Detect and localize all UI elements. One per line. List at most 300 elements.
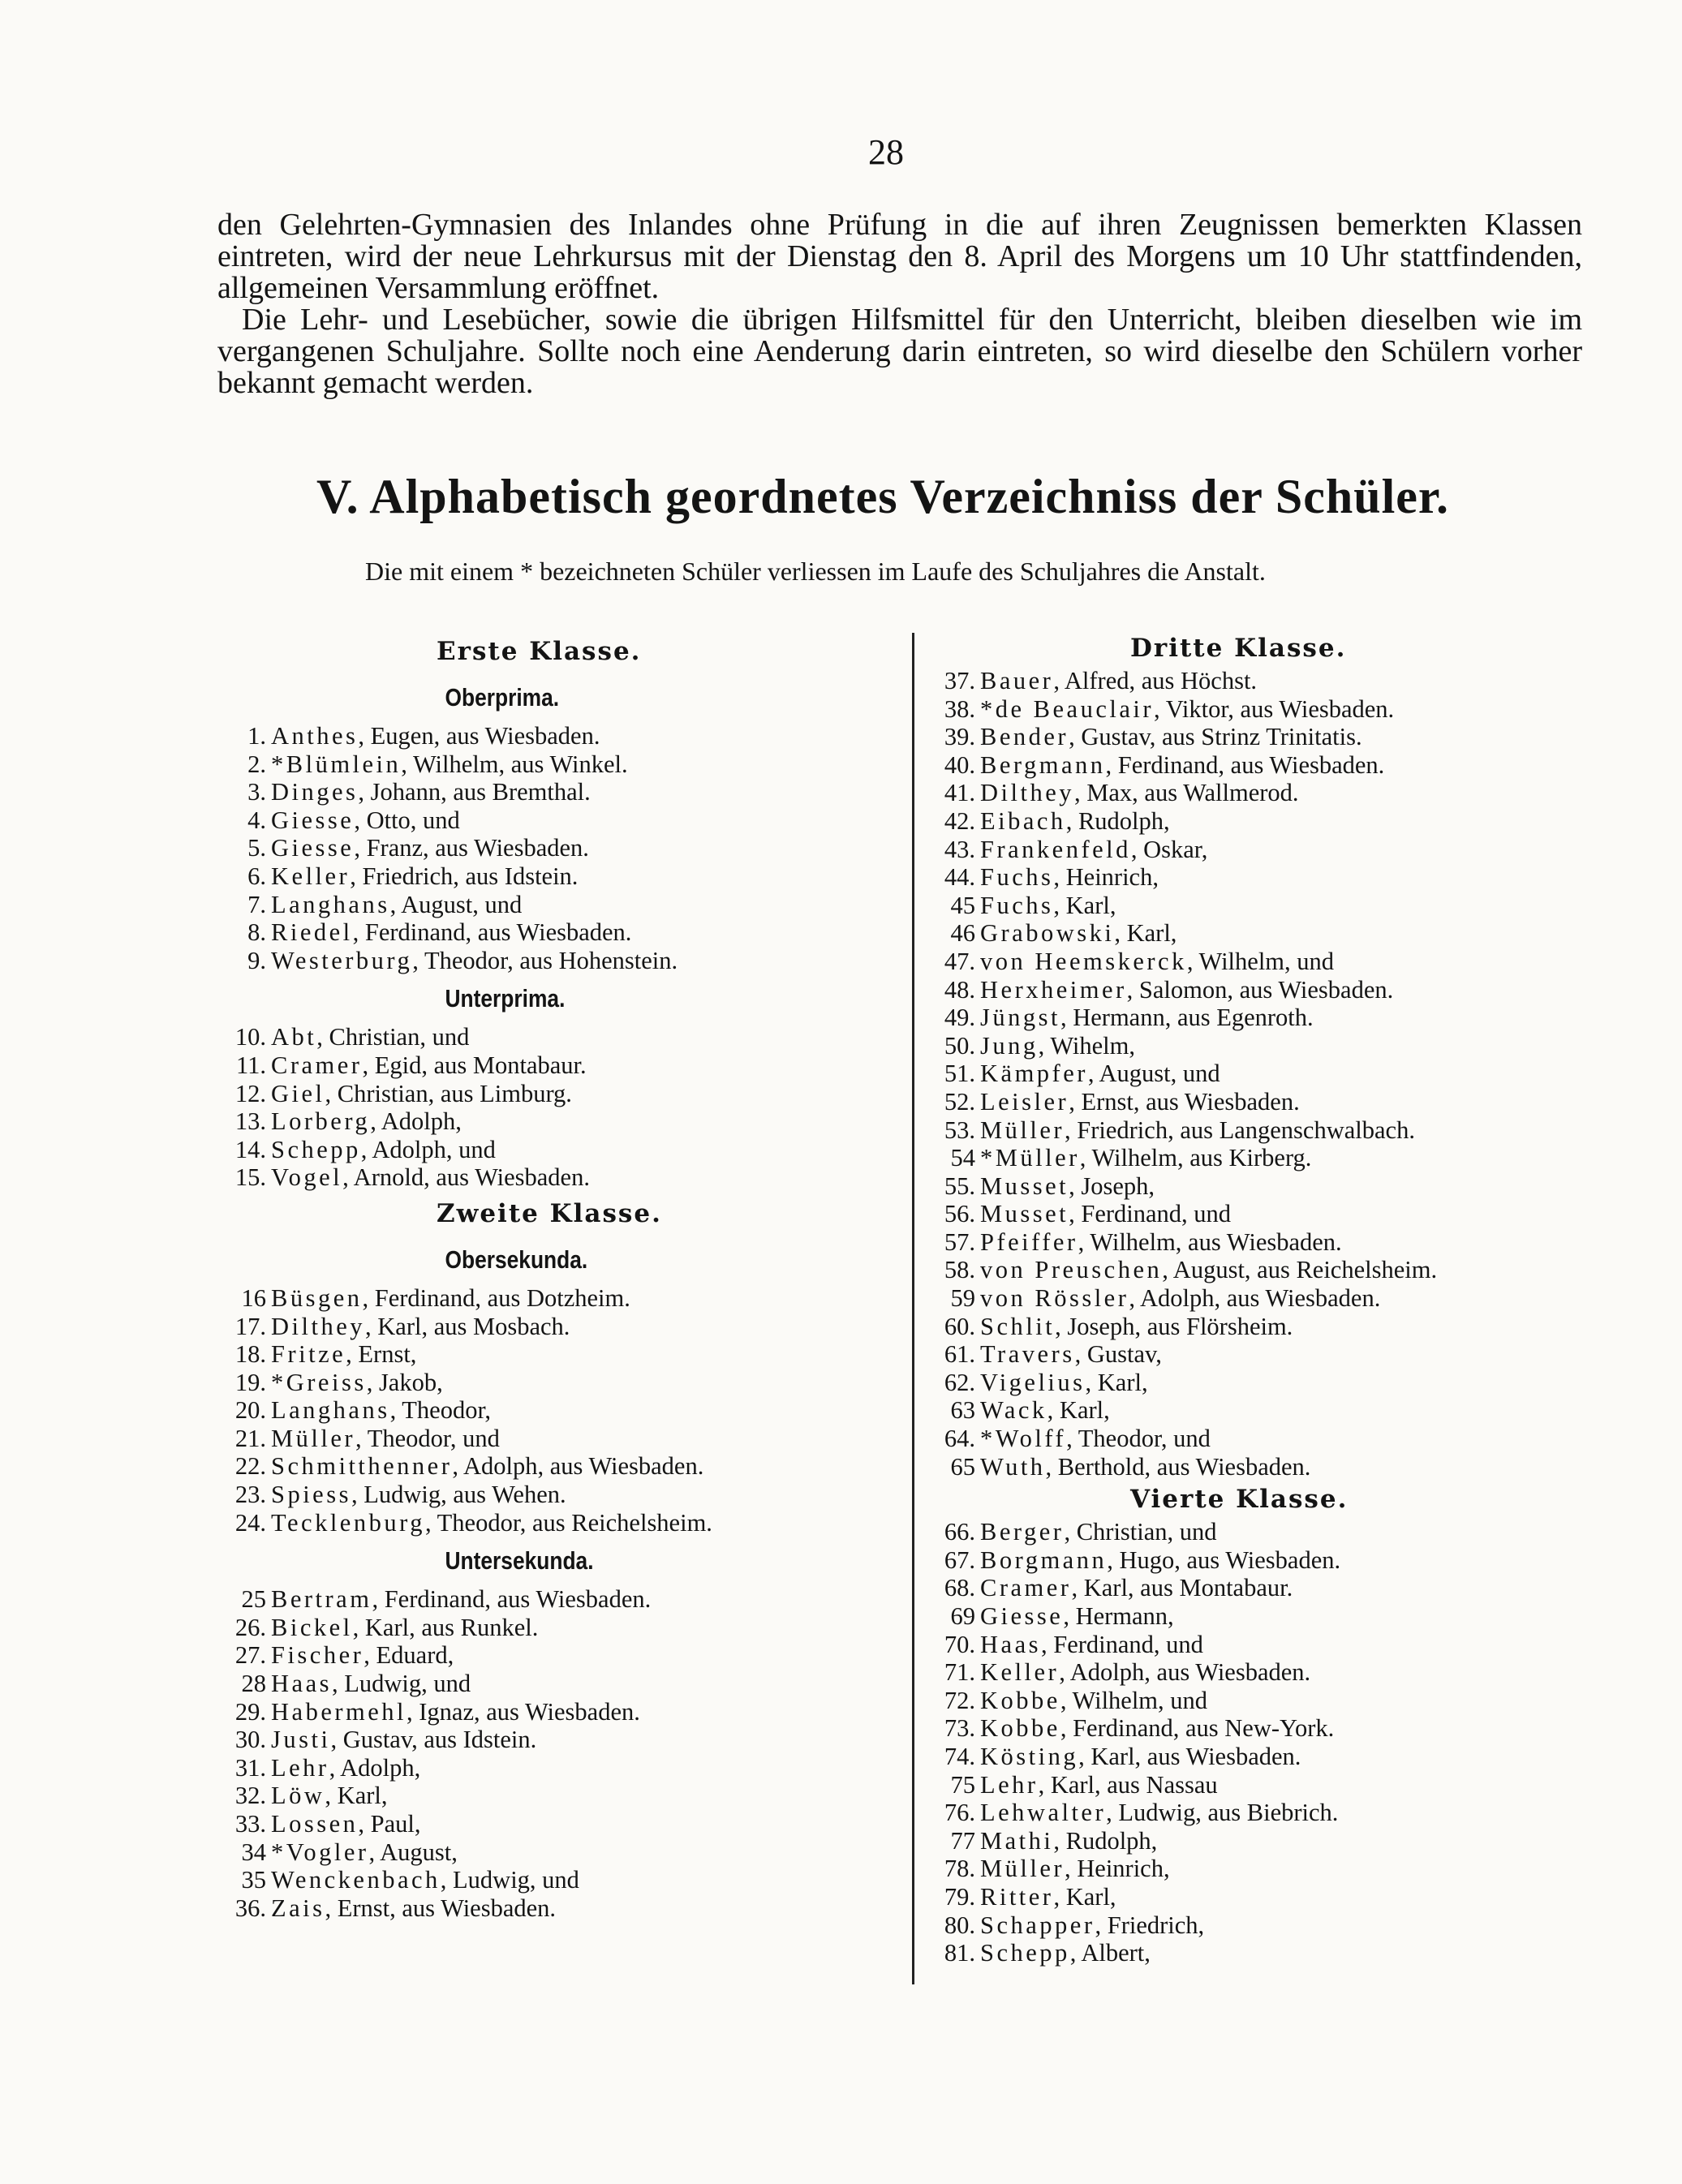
- student-details: , Christian, und: [316, 1023, 470, 1051]
- student-surname: *Greiss: [271, 1368, 367, 1396]
- student-details: , Alfred, aus Höchst.: [1053, 667, 1258, 694]
- subclass-heading-untersekunda: Untersekunda.: [445, 1546, 594, 1576]
- student-number: 46: [950, 919, 975, 948]
- student-number: 51.: [944, 1060, 975, 1088]
- student-details: , Eugen, aus Wiesbaden.: [358, 722, 600, 750]
- student-number: 47.: [944, 947, 975, 975]
- student-surname: Lorberg: [271, 1107, 371, 1136]
- student-details: , Arnold, aus Wiesbaden.: [342, 1163, 590, 1192]
- student-entry: [923, 1228, 1589, 1257]
- student-details: , Theodor, und: [355, 1424, 500, 1452]
- student-number: 69: [950, 1602, 975, 1630]
- student-number: 26.: [234, 1613, 266, 1641]
- student-surname: Giesse: [980, 1602, 1064, 1630]
- student-details: , Ernst, aus Wiesbaden.: [325, 1894, 557, 1922]
- student-surname: Zais: [271, 1894, 325, 1922]
- student-number: 36.: [234, 1894, 266, 1922]
- student-surname: Schepp: [980, 1939, 1070, 1967]
- student-entry: [217, 1396, 899, 1425]
- student-entry: [923, 1256, 1589, 1284]
- student-surname: Bickel: [271, 1613, 353, 1641]
- student-entry: [923, 1425, 1589, 1453]
- student-details: , Friedrich, aus Langenschwalbach.: [1065, 1116, 1415, 1144]
- student-details: , Max, aus Wallmerod.: [1074, 779, 1299, 807]
- student-entry: [217, 1754, 899, 1782]
- student-surname: Fritze: [271, 1340, 346, 1369]
- student-surname: Müller: [271, 1424, 356, 1452]
- student-details: , Karl, aus Nassau: [1038, 1770, 1218, 1799]
- student-surname: Dilthey: [271, 1312, 365, 1340]
- student-list: [923, 1518, 1589, 1967]
- student-surname: Wuth: [980, 1452, 1046, 1481]
- student-number: 31.: [234, 1753, 266, 1782]
- student-details: , Franz, aus Wiesbaden.: [354, 834, 589, 862]
- left-column: [217, 630, 899, 1922]
- student-number: 62.: [944, 1368, 975, 1396]
- student-surname: Bender: [980, 723, 1069, 751]
- student-entry: [217, 862, 899, 891]
- student-entry: [217, 1670, 899, 1698]
- student-number: 7.: [247, 890, 266, 918]
- student-details: , Karl, aus Wiesbaden.: [1078, 1742, 1301, 1770]
- student-entry: [217, 1313, 899, 1341]
- student-number: 34: [241, 1838, 266, 1866]
- class-heading-dritte: Dritte Klasse.: [1130, 634, 1347, 663]
- student-entry: [923, 1658, 1589, 1687]
- student-surname: Abt: [271, 1023, 317, 1051]
- student-entry: [923, 1855, 1589, 1883]
- student-surname: Mathi: [980, 1826, 1054, 1855]
- student-details: , Adolph,: [370, 1107, 462, 1136]
- page-number: 28: [868, 132, 904, 172]
- student-surname: Schapper: [980, 1911, 1095, 1939]
- student-number: 67.: [944, 1546, 975, 1574]
- student-surname: Lossen: [271, 1810, 359, 1838]
- student-surname: Cramer: [271, 1051, 363, 1079]
- student-surname: Jung: [980, 1031, 1039, 1060]
- student-details: , Karl,: [1053, 891, 1116, 919]
- student-entry: [217, 750, 899, 779]
- student-details: , Ferdinand, aus Wiesbaden.: [372, 1585, 652, 1614]
- student-entry: [217, 1585, 899, 1614]
- student-surname: Kobbe: [980, 1686, 1060, 1714]
- student-details: , Salomon, aus Wiesbaden.: [1126, 975, 1394, 1004]
- student-number: 54: [950, 1144, 975, 1172]
- student-surname: Müller: [980, 1116, 1065, 1144]
- student-details: , Heinrich,: [1065, 1855, 1170, 1883]
- student-entry: [217, 918, 899, 947]
- student-entry: [923, 836, 1589, 864]
- student-surname: *Blümlein: [271, 750, 402, 778]
- student-entry: [923, 1631, 1589, 1659]
- student-surname: Westerburg: [271, 946, 413, 974]
- student-entry: [923, 1574, 1589, 1602]
- student-entry: [923, 1200, 1589, 1228]
- student-number: 53.: [944, 1116, 975, 1144]
- student-entry: [923, 779, 1589, 807]
- student-details: , Gustav,: [1074, 1340, 1162, 1369]
- student-entry: [923, 1453, 1589, 1481]
- student-surname: Müller: [980, 1855, 1065, 1883]
- student-entry: [217, 1425, 899, 1453]
- student-details: , Christian, aus Limburg.: [325, 1079, 572, 1107]
- departure-note: Die mit einem * bezeichneten Schüler verliessen im Laufe des Schuljahres die Anstalt.: [365, 557, 1266, 586]
- student-details: , Wilhelm, aus Wiesbaden.: [1078, 1227, 1342, 1256]
- student-surname: Leisler: [980, 1087, 1069, 1116]
- student-details: , Theodor, und: [1066, 1425, 1211, 1453]
- student-surname: Giel: [271, 1079, 325, 1107]
- student-details: , Ferdinand, aus Dotzheim.: [362, 1283, 630, 1312]
- student-number: 15.: [234, 1163, 266, 1192]
- student-surname: Eibach: [980, 806, 1066, 835]
- student-surname: Jüngst: [980, 1004, 1060, 1032]
- student-details: , Rudolph,: [1065, 806, 1170, 835]
- student-entry: [923, 863, 1589, 892]
- student-surname: *Wolff: [980, 1425, 1067, 1453]
- student-entry: [923, 1518, 1589, 1546]
- student-details: , Adolph, und: [360, 1135, 496, 1163]
- student-details: , August, und: [389, 890, 523, 918]
- student-details: , Karl,: [1053, 1882, 1116, 1911]
- student-number: 21.: [234, 1424, 266, 1452]
- student-number: 17.: [234, 1312, 266, 1340]
- right-column: [923, 630, 1589, 1967]
- student-surname: Schmitthenner: [271, 1452, 453, 1481]
- student-number: 70.: [944, 1630, 975, 1658]
- student-entry: [217, 1481, 899, 1509]
- student-surname: Grabowski: [980, 919, 1115, 948]
- student-details: , Gustav, aus Idstein.: [330, 1726, 537, 1754]
- student-entry: [923, 1714, 1589, 1743]
- student-entry: [923, 695, 1589, 724]
- student-entry: [923, 1116, 1589, 1145]
- student-surname: Dilthey: [980, 779, 1074, 807]
- class-heading-erste: Erste Klasse.: [437, 637, 642, 666]
- student-surname: *de Beauclair: [980, 694, 1155, 723]
- student-surname: Haas: [980, 1630, 1041, 1658]
- student-number: 24.: [234, 1508, 266, 1537]
- student-number: 19.: [234, 1368, 266, 1396]
- student-number: 18.: [234, 1340, 266, 1369]
- student-number: 16: [241, 1283, 266, 1312]
- student-details: , Wihelm,: [1038, 1031, 1135, 1060]
- student-number: 45: [950, 891, 975, 919]
- student-details: , Wilhelm, aus Kirberg.: [1079, 1144, 1312, 1172]
- student-details: , August,: [368, 1838, 458, 1866]
- subclass-heading-obersekunda: Obersekunda.: [445, 1245, 588, 1274]
- student-surname: Herxheimer: [980, 975, 1127, 1004]
- student-details: , Karl, aus Montabaur.: [1071, 1574, 1293, 1602]
- student-surname: Bertram: [271, 1585, 372, 1614]
- student-entry: [217, 1838, 899, 1867]
- student-surname: von Rössler: [980, 1284, 1129, 1313]
- student-entry: [923, 1004, 1589, 1032]
- student-number: 37.: [944, 667, 975, 694]
- student-details: , Adolph, aus Wiesbaden.: [1059, 1658, 1311, 1687]
- student-list: [923, 667, 1589, 1481]
- student-entry: [217, 1614, 899, 1642]
- student-number: 30.: [234, 1726, 266, 1754]
- student-number: 23.: [234, 1481, 266, 1509]
- student-details: , Wilhelm, aus Winkel.: [401, 750, 628, 778]
- student-number: 11.: [236, 1051, 266, 1079]
- student-surname: Vigelius: [980, 1368, 1086, 1396]
- student-details: , Wilhelm, und: [1186, 947, 1335, 975]
- student-entry: [923, 807, 1589, 836]
- student-surname: Cramer: [980, 1574, 1072, 1602]
- student-number: 35: [241, 1866, 266, 1894]
- student-entry: [923, 1939, 1589, 1967]
- student-details: , Karl,: [1114, 919, 1177, 948]
- student-surname: Borgmann: [980, 1546, 1108, 1574]
- student-surname: Lehr: [980, 1770, 1039, 1799]
- student-surname: Pfeiffer: [980, 1227, 1078, 1256]
- subclass-heading-unterprima: Unterprima.: [445, 984, 566, 1013]
- student-entry: [217, 1698, 899, 1726]
- student-entry: [217, 1369, 899, 1397]
- student-surname: Bergmann: [980, 750, 1106, 779]
- student-number: 32.: [234, 1782, 266, 1810]
- student-number: 8.: [247, 918, 266, 947]
- student-number: 68.: [944, 1574, 975, 1602]
- student-details: , Karl,: [1047, 1396, 1110, 1425]
- student-details: , Ludwig, und: [331, 1670, 471, 1698]
- student-details: , Albert,: [1069, 1939, 1151, 1967]
- student-number: 22.: [234, 1452, 266, 1481]
- student-surname: Schlit: [980, 1312, 1056, 1340]
- student-surname: Berger: [980, 1518, 1065, 1546]
- student-number: 74.: [944, 1742, 975, 1770]
- student-surname: Haas: [271, 1670, 332, 1698]
- student-details: , Jakob,: [366, 1368, 443, 1396]
- student-entry: [923, 919, 1589, 948]
- student-details: , Hermann,: [1063, 1602, 1174, 1630]
- student-number: 13.: [234, 1107, 266, 1136]
- student-number: 1.: [247, 722, 266, 750]
- student-surname: Fischer: [271, 1641, 364, 1670]
- student-surname: Keller: [271, 862, 351, 890]
- student-surname: Kösting: [980, 1742, 1079, 1770]
- student-details: , Viktor, aus Wiesbaden.: [1154, 694, 1395, 723]
- student-details: , Joseph, aus Flörsheim.: [1055, 1312, 1293, 1340]
- student-number: 3.: [247, 778, 266, 806]
- student-details: , Ernst, aus Wiesbaden.: [1069, 1087, 1300, 1116]
- student-entry: [923, 1088, 1589, 1116]
- student-details: , Johann, aus Bremthal.: [358, 778, 591, 806]
- student-surname: Giesse: [271, 834, 355, 862]
- student-details: , Paul,: [358, 1810, 421, 1838]
- student-details: , Theodor, aus Reichelsheim.: [424, 1508, 712, 1537]
- student-details: , Hermann, aus Egenroth.: [1060, 1004, 1314, 1032]
- student-details: , Christian, und: [1064, 1518, 1217, 1546]
- student-number: 55.: [944, 1172, 975, 1200]
- student-details: , Ferdinand, aus Wiesbaden.: [1105, 750, 1385, 779]
- student-details: , Theodor, aus Hohenstein.: [412, 946, 678, 974]
- student-entry: [217, 806, 899, 835]
- student-entry: [923, 1396, 1589, 1425]
- student-surname: von Heemskerck: [980, 947, 1187, 975]
- student-number: 71.: [944, 1658, 975, 1687]
- student-entry: [217, 834, 899, 862]
- student-number: 50.: [944, 1031, 975, 1060]
- student-surname: Fuchs: [980, 863, 1054, 892]
- student-number: 28: [241, 1670, 266, 1698]
- student-number: 79.: [944, 1882, 975, 1911]
- student-number: 12.: [234, 1079, 266, 1107]
- student-list: [217, 1585, 899, 1922]
- student-details: , Gustav, aus Strinz Trinitatis.: [1069, 723, 1362, 751]
- student-number: 63: [950, 1396, 975, 1425]
- student-details: , Karl,: [325, 1782, 388, 1810]
- student-number: 77: [950, 1826, 975, 1855]
- student-number: 42.: [944, 806, 975, 835]
- student-entry: [217, 1782, 899, 1810]
- student-surname: Büsgen: [271, 1283, 363, 1312]
- student-surname: Kobbe: [980, 1714, 1060, 1743]
- student-entry: [217, 947, 899, 975]
- student-surname: Langhans: [271, 890, 390, 918]
- student-number: 39.: [944, 723, 975, 751]
- student-surname: *Vogler: [271, 1838, 369, 1866]
- student-surname: Löw: [271, 1782, 325, 1810]
- student-surname: Schepp: [271, 1135, 361, 1163]
- student-surname: Dinges: [271, 778, 359, 806]
- student-number: 40.: [944, 750, 975, 779]
- student-entry: [923, 1313, 1589, 1341]
- student-number: 38.: [944, 694, 975, 723]
- student-surname: Lehr: [271, 1753, 329, 1782]
- student-number: 56.: [944, 1200, 975, 1228]
- class-heading-zweite: Zweite Klasse.: [437, 1198, 662, 1228]
- subclass-heading-oberprima: Oberprima.: [445, 683, 560, 712]
- intro-text: [217, 209, 1582, 399]
- student-entry: [923, 1284, 1589, 1313]
- student-number: 76.: [944, 1799, 975, 1827]
- student-number: 49.: [944, 1004, 975, 1032]
- student-number: 73.: [944, 1714, 975, 1743]
- student-number: 43.: [944, 835, 975, 863]
- student-number: 4.: [247, 806, 266, 834]
- student-entry: [923, 1602, 1589, 1631]
- student-entry: [923, 1172, 1589, 1201]
- student-surname: Giesse: [271, 806, 355, 834]
- student-entry: [923, 1340, 1589, 1369]
- student-entry: [217, 1340, 899, 1369]
- student-surname: Bauer: [980, 667, 1054, 694]
- student-surname: Langhans: [271, 1396, 390, 1425]
- student-number: 41.: [944, 779, 975, 807]
- student-details: , August, und: [1087, 1060, 1220, 1088]
- student-entry: [923, 1827, 1589, 1855]
- student-entry: [217, 722, 899, 750]
- student-entry: [217, 1894, 899, 1923]
- section-heading: V. Alphabetisch geordnetes Verzeichniss der Schüler.: [316, 470, 1449, 523]
- student-number: 81.: [944, 1939, 975, 1967]
- student-surname: Wack: [980, 1396, 1047, 1425]
- student-surname: Keller: [980, 1658, 1060, 1687]
- student-list: [217, 1284, 899, 1537]
- student-entry: [217, 891, 899, 919]
- student-details: , Ludwig, aus Wehen.: [351, 1481, 566, 1509]
- student-details: , Ferdinand, aus New-York.: [1060, 1714, 1335, 1743]
- student-details: , Ignaz, aus Wiesbaden.: [407, 1697, 640, 1726]
- student-number: 20.: [234, 1396, 266, 1425]
- student-number: 44.: [944, 863, 975, 892]
- student-surname: Riedel: [271, 918, 353, 947]
- student-number: 72.: [944, 1686, 975, 1714]
- student-entry: [217, 1163, 899, 1192]
- student-details: , Eduard,: [364, 1641, 454, 1670]
- student-number: 58.: [944, 1256, 975, 1284]
- student-details: , Adolph,: [329, 1753, 421, 1782]
- student-number: 60.: [944, 1312, 975, 1340]
- student-details: , Joseph,: [1069, 1172, 1155, 1200]
- student-entry: [923, 948, 1589, 976]
- student-details: , August, aus Reichelsheim.: [1162, 1256, 1438, 1284]
- student-details: , Berthold, aus Wiesbaden.: [1045, 1452, 1311, 1481]
- student-surname: Travers: [980, 1340, 1075, 1369]
- class-heading-vierte: Vierte Klasse.: [1130, 1485, 1349, 1515]
- student-surname: Musset: [980, 1200, 1069, 1228]
- student-entry: [217, 1284, 899, 1313]
- student-entry: [923, 751, 1589, 780]
- student-details: , Friedrich, aus Idstein.: [350, 862, 579, 890]
- student-details: , Hugo, aus Wiesbaden.: [1107, 1546, 1341, 1574]
- student-entry: [923, 1911, 1589, 1940]
- student-entry: [923, 976, 1589, 1004]
- student-entry: [923, 1060, 1589, 1088]
- student-entry: [217, 1023, 899, 1051]
- student-number: 57.: [944, 1227, 975, 1256]
- student-number: 33.: [234, 1810, 266, 1838]
- student-number: 48.: [944, 975, 975, 1004]
- student-surname: Justi: [271, 1726, 331, 1754]
- column-divider: [912, 633, 914, 1984]
- student-number: 9.: [247, 946, 266, 974]
- student-surname: Lehwalter: [980, 1799, 1107, 1827]
- student-surname: Anthes: [271, 722, 359, 750]
- student-details: , Wilhelm, und: [1060, 1686, 1208, 1714]
- student-number: 59: [950, 1284, 975, 1313]
- student-number: 10.: [234, 1023, 266, 1051]
- student-entry: [217, 1080, 899, 1108]
- student-entry: [217, 1810, 899, 1838]
- student-entry: [923, 1771, 1589, 1799]
- student-entry: [923, 667, 1589, 695]
- student-entry: [217, 1509, 899, 1537]
- student-surname: *Müller: [980, 1144, 1080, 1172]
- student-number: 29.: [234, 1697, 266, 1726]
- student-details: , Friedrich,: [1095, 1911, 1205, 1939]
- student-details: , Ludwig, und: [440, 1866, 579, 1894]
- student-surname: Vogel: [271, 1163, 343, 1192]
- student-entry: [217, 1726, 899, 1754]
- student-entry: [923, 892, 1589, 920]
- student-surname: Tecklenburg: [271, 1508, 425, 1537]
- student-entry: [923, 723, 1589, 751]
- student-entry: [217, 1051, 899, 1080]
- student-entry: [217, 1452, 899, 1481]
- student-surname: Spiess: [271, 1481, 351, 1509]
- student-surname: Frankenfeld: [980, 835, 1131, 863]
- student-number: 27.: [234, 1641, 266, 1670]
- student-entry: [217, 1866, 899, 1894]
- student-surname: Fuchs: [980, 891, 1054, 919]
- student-number: 78.: [944, 1855, 975, 1883]
- student-details: , Heinrich,: [1053, 863, 1159, 892]
- student-list: [217, 1023, 899, 1192]
- student-details: , Karl, aus Runkel.: [352, 1613, 539, 1641]
